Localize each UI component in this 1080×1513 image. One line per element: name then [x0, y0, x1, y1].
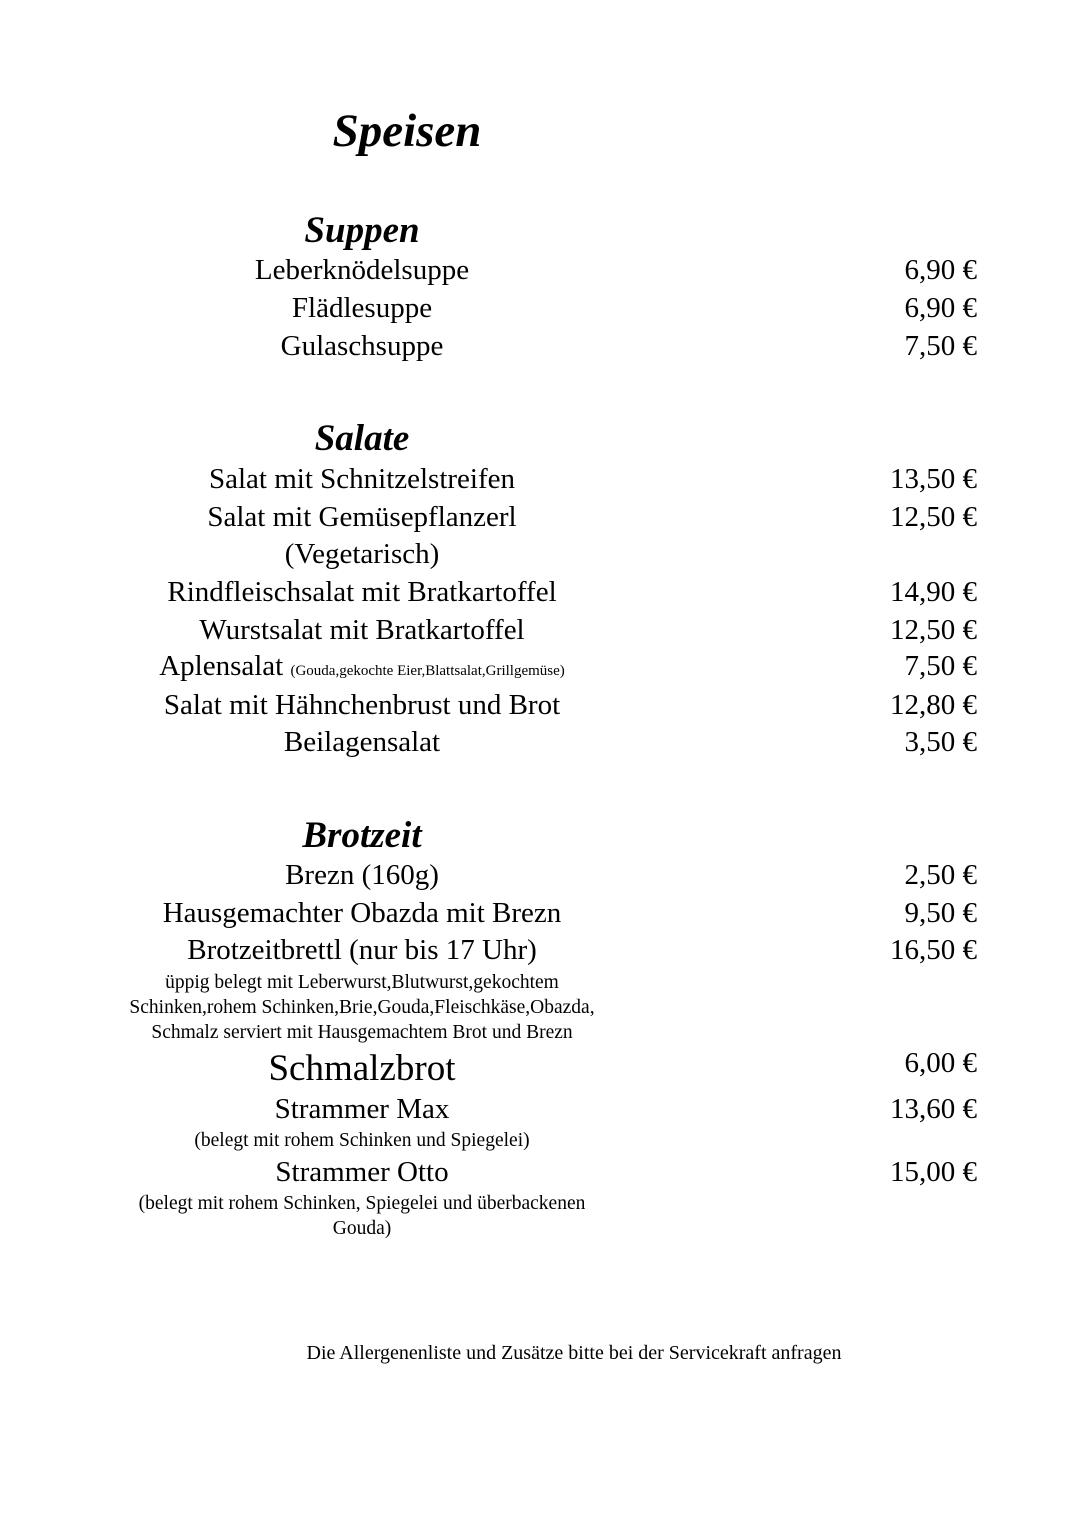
- menu-item-price: 9,50 €: [904, 897, 977, 929]
- menu-item-name: Salat mit Gemüsepflanzerl: [207, 501, 517, 533]
- menu-item-description: Gouda): [332, 1218, 392, 1239]
- menu-item-detail: (Gouda,gekochte Eier,Blattsalat,Grillgemüse): [290, 663, 565, 679]
- section-heading-brotzeit: Brotzeit: [302, 815, 422, 856]
- allergen-note: Die Allergenenliste und Zusätze bitte bei der Servicekraft anfragen: [306, 1342, 842, 1364]
- menu-item-price: 13,50 €: [890, 463, 977, 495]
- menu-item-price: 12,80 €: [890, 689, 977, 721]
- menu-item-description: Schmalz serviert mit Hausgemachtem Brot und Brezn: [151, 1022, 573, 1043]
- menu-item-price: 12,50 €: [890, 501, 977, 533]
- menu-item-name: Gulaschsuppe: [280, 330, 444, 362]
- menu-item-name: Strammer Max: [274, 1093, 450, 1125]
- menu-item-price: 6,90 €: [904, 254, 977, 286]
- menu-item-name: Beilagensalat: [283, 726, 441, 758]
- menu-item-description: (belegt mit rohem Schinken, Spiegelei und überbackenen: [138, 1193, 586, 1214]
- menu-item-description: Schinken,rohem Schinken,Brie,Gouda,Fleischkäse,Obazda,: [129, 997, 595, 1018]
- menu-item-price: 14,90 €: [890, 576, 977, 608]
- menu-item-name: Leberknödelsuppe: [254, 254, 470, 286]
- menu-item-price: 3,50 €: [904, 726, 977, 758]
- menu-item-name: Salat mit Hähnchenbrust und Brot: [163, 689, 561, 721]
- menu-item-price: 7,50 €: [904, 330, 977, 362]
- menu-item-name: Hausgemachter Obazda mit Brezn: [162, 897, 562, 929]
- menu-item-price: 7,50 €: [904, 650, 977, 682]
- menu-item-name: Strammer Otto: [275, 1156, 449, 1188]
- menu-item-price: 2,50 €: [904, 859, 977, 891]
- menu-item-description: üppig belegt mit Leberwurst,Blutwurst,gekochtem: [165, 972, 559, 993]
- menu-item-price: 13,60 €: [890, 1093, 977, 1125]
- menu-item-name: Flädlesuppe: [291, 292, 433, 324]
- menu-item-price: 6,00 €: [904, 1047, 977, 1079]
- menu-item-name: Brotzeitbrettl (nur bis 17 Uhr): [187, 934, 537, 966]
- menu-item-price: 12,50 €: [890, 614, 977, 646]
- section-heading-salate: Salate: [314, 418, 410, 459]
- menu-item-aplensalat: [0, 652, 724, 681]
- menu-item-description: (belegt mit rohem Schinken und Spiegelei): [194, 1130, 530, 1151]
- menu-item-price: 15,00 €: [890, 1156, 977, 1188]
- page-title: Speisen: [332, 105, 482, 157]
- menu-item-name: Rindfleischsalat mit Bratkartoffel: [167, 576, 557, 608]
- menu-item-name: Schmalzbrot: [268, 1048, 456, 1089]
- menu-item-price: 6,90 €: [904, 292, 977, 324]
- menu-item-name: Salat mit Schnitzelstreifen: [208, 463, 516, 495]
- menu-item-name: Wurstsalat mit Bratkartoffel: [199, 614, 525, 646]
- section-heading-suppen: Suppen: [304, 210, 420, 251]
- menu-item-price: 16,50 €: [890, 934, 977, 966]
- menu-item-name: Aplensalat: [159, 650, 284, 682]
- menu-item-name: Brezn (160g): [285, 859, 439, 891]
- menu-item-note: (Vegetarisch): [284, 538, 440, 570]
